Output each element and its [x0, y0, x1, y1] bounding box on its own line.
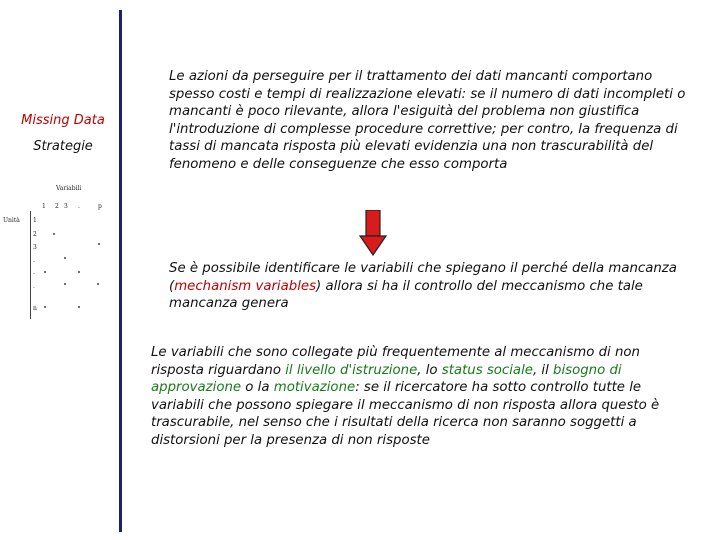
matrix-col-label: p: [98, 203, 102, 210]
matrix-row-label: .: [33, 283, 35, 290]
matrix-cell-mark: [44, 306, 46, 308]
matrix-row-label: .: [33, 257, 35, 264]
paragraph-text: , lo: [417, 362, 442, 378]
highlight-status-sociale: status sociale: [441, 362, 533, 378]
paragraph-text: Le variabili che sono collegate più frequentemente al meccanismo di non risposta riguardano: [151, 345, 640, 378]
section-subtitle: Strategie: [33, 139, 93, 154]
paragraph-text: ) allora si ha il controllo del meccanismo che tale mancanza genera: [169, 278, 643, 311]
matrix-row-label: n: [33, 305, 37, 312]
highlight-istruzione: il livello d'istruzione: [285, 362, 418, 378]
matrix-col-label: 3: [64, 203, 68, 210]
matrix-row-label: 2: [33, 231, 37, 238]
matrix-cell-mark: [78, 271, 80, 273]
paragraph-text: : se il ricercatore ha sotto controllo tutte le variabili che possono spiegare il meccanismo di non risposta allora questo è trascurabile, nel senso che i risultati della ricerca non saranno soggetti a distorsioni per la presenza di non risposte: [151, 380, 660, 448]
mechanism-variables-highlight: mechanism variables: [174, 278, 317, 294]
paragraph-text: Se è possibile identificare le variabili che spiegano il perché della mancanza (: [169, 261, 677, 294]
matrix-col-label: 2: [55, 203, 59, 210]
matrix-cell-mark: [98, 243, 100, 245]
matrix-cell-mark: [64, 283, 66, 285]
matrix-bracket: [30, 211, 31, 319]
paragraph-text: o la: [241, 380, 274, 395]
paragraph-mechanism: [169, 260, 689, 313]
matrix-row-label: 3: [33, 244, 37, 251]
matrix-row-header: Unità: [3, 217, 20, 224]
matrix-header: Variabili: [56, 185, 82, 192]
matrix-col-label: 1: [42, 203, 46, 210]
matrix-cell-mark: [44, 271, 46, 273]
matrix-cell-mark: [64, 257, 66, 259]
paragraph-variables: [151, 344, 696, 449]
vertical-divider: [119, 10, 122, 532]
data-matrix-illustration: [0, 185, 118, 320]
highlight-approvazione: bisogno di approvazione: [151, 362, 622, 395]
down-arrow-icon: [358, 210, 388, 256]
section-title: Missing Data: [21, 113, 105, 128]
matrix-cell-mark: [97, 283, 99, 285]
matrix-col-label: .: [78, 203, 80, 210]
matrix-row-label: .: [33, 269, 35, 276]
paragraph-text: , il: [532, 362, 554, 378]
matrix-cell-mark: [78, 306, 80, 308]
matrix-row-label: 1: [33, 217, 37, 224]
paragraph-intro: Le azioni da perseguire per il trattamento dei dati mancanti comportano spesso costi e tempi di realizzazione elevati: se il numero di dati incompleti o mancanti è poco rilevante, allora l'esiguità del problema non giustifica l'introduzione di complesse procedure correttive; per contro, la frequenza di tassi di mancata risposta più elevati evidenzia una non trascurabilità del fenomeno e delle conseguenze che esso comporta: [169, 69, 686, 172]
highlight-motivazione: motivazione: [273, 380, 356, 395]
matrix-cell-mark: [53, 233, 55, 235]
